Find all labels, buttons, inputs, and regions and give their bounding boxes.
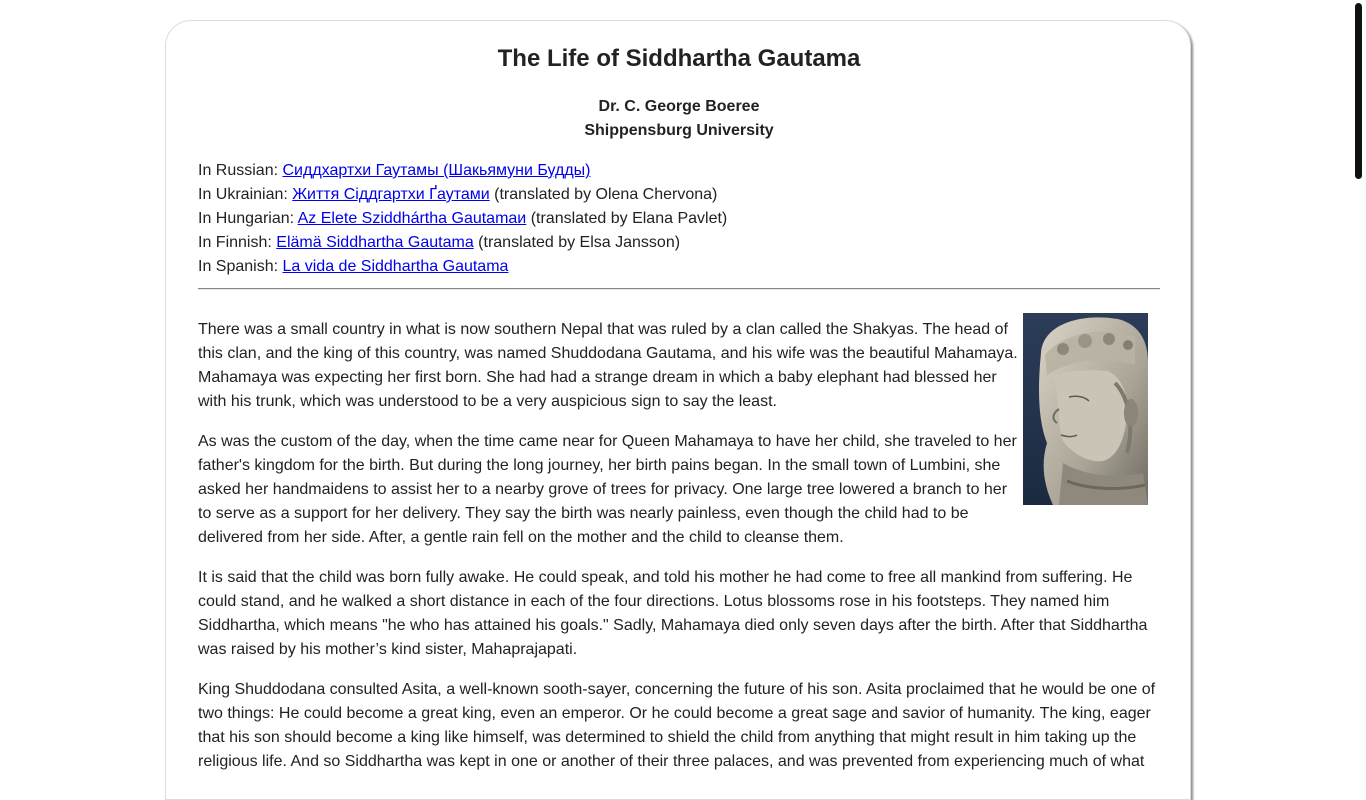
buddha-statue-image	[1023, 313, 1148, 505]
translation-link-finnish[interactable]: Elämä Siddhartha Gautama	[276, 234, 474, 251]
translation-finnish: In Finnish: Elämä Siddhartha Gautama (translated by Elsa Jansson)	[198, 234, 681, 251]
buddha-statue-illustration	[1023, 313, 1148, 505]
article	[198, 21, 1160, 790]
author-name: Dr. C. George Boeree	[598, 98, 760, 115]
translation-link-spanish[interactable]: La vida de Siddhartha Gautama	[282, 258, 509, 275]
author-block	[198, 95, 1160, 143]
page-frame	[165, 20, 1191, 800]
translation-hungarian: In Hungarian: Az Elete Sziddhártha Gautamaи (translated by Elana Pavlet)	[198, 210, 728, 227]
article-body	[198, 318, 1160, 774]
translation-link-russian[interactable]: Сиддхартхи Гаутамы (Шакьямуни Будды)	[282, 162, 591, 179]
section-divider	[198, 288, 1160, 290]
scrollbar-thumb[interactable]	[1355, 3, 1362, 179]
translation-ukrainian: In Ukrainian: Життя Сіддгартхи Ґаутами (translated by Olena Chervona)	[198, 186, 718, 203]
translation-russian: In Russian: Сиддхартхи Гаутамы (Шакьямуни Будды)	[198, 162, 591, 179]
vertical-scrollbar[interactable]	[1352, 0, 1366, 768]
paragraph-2: As was the custom of the day, when the time came near for Queen Mahamaya to have her child, she traveled to her father's kingdom for the birth. But during the long journey, her birth pains began. In the small town of Lumbini, she asked her handmaidens to assist her to a nearby grove of trees for privacy. One large tree lowered a branch to her to serve as a support for her delivery. They say the birth was nearly painless, even though the child had to be delivered from her side. After, a gentle rain fell on the mother and the child to cleanse them.	[198, 433, 1017, 546]
paragraph-1: There was a small country in what is now southern Nepal that was ruled by a clan called the Shakyas. The head of this clan, and the king of this country, was named Shuddodana Gautama, and his wife was the beautiful Mahamaya. Mahamaya was expecting her first born. She had had a strange dream in which a baby elephant had blessed her with his trunk, which was understood to be a very auspicious sign to say the least.	[198, 321, 1018, 410]
translation-link-hungarian[interactable]: Az Elete Sziddhártha Gautamaи	[297, 210, 527, 227]
paragraph-3: It is said that the child was born fully awake. He could speak, and told his mother he had come to free all mankind from suffering. He could stand, and he walked a short distance in each of the four directions. Lotus blossoms rose in his footsteps. They named him Siddhartha, which means "he who has attained his goals." Sadly, Mahamaya died only seven days after the birth. After that Siddhartha was raised by his mother’s kind sister, Mahaprajapati.	[198, 569, 1148, 658]
translation-link-ukrainian[interactable]: Життя Сіддгартхи Ґаутами	[292, 186, 490, 203]
translations-list	[198, 159, 1160, 279]
author-affiliation: Shippensburg University	[584, 122, 774, 139]
paragraph-4: King Shuddodana consulted Asita, a well-known sooth-sayer, concerning the future of his son. Asita proclaimed that he would be one of two things: He could become a great king, even an emperor. Or he could become a great sage and savior of humanity. The king, eager that his son should become a king like himself, was determined to shield the child from anything that might result in him taking up the religious life. And so Siddhartha was kept in one or another of their three palaces, and was prevented from experiencing much of what	[198, 681, 1156, 770]
page-title: The Life of Siddhartha Gautama	[497, 45, 861, 72]
translation-spanish: In Spanish: La vida de Siddhartha Gautama	[198, 258, 509, 275]
